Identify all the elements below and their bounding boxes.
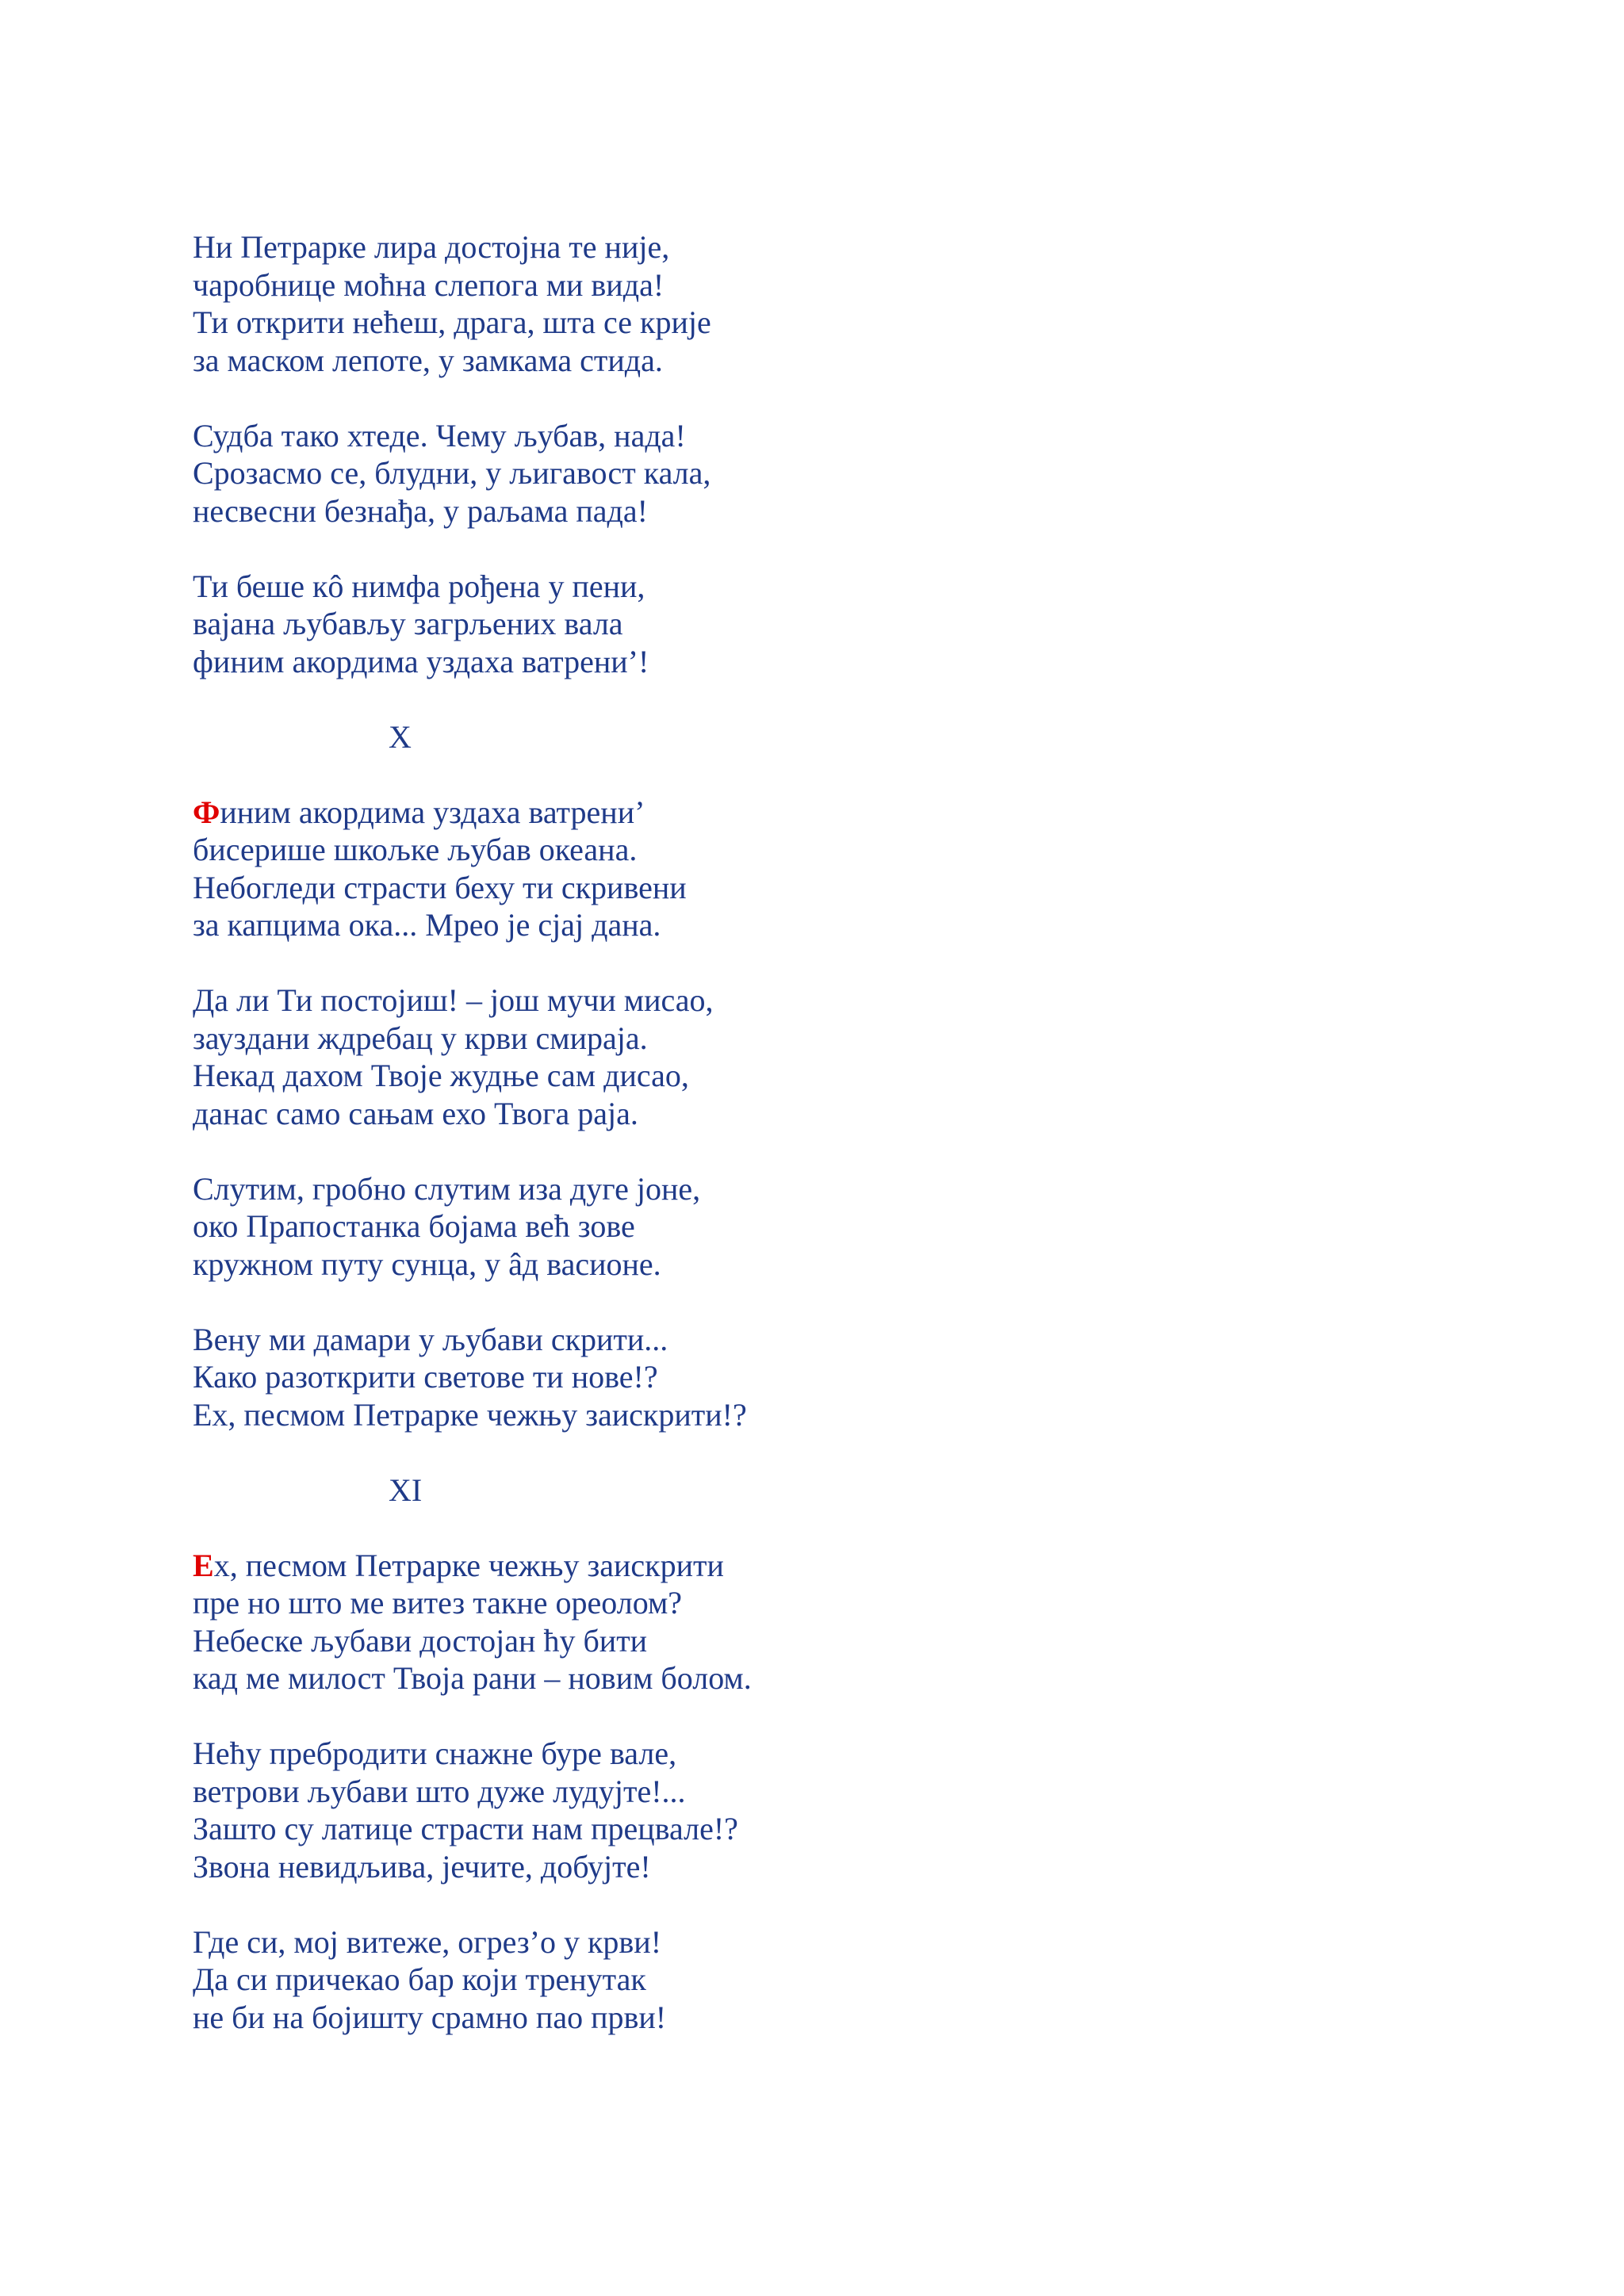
stanza xyxy=(193,1923,752,2037)
poem-line: Небогледи страсти беху ти скривени xyxy=(193,869,687,905)
stanza xyxy=(193,1170,752,1284)
poem-line: Слутим, гробно слутим иза дуге јоне, xyxy=(193,1170,701,1207)
poem-line: Звона невидљива, јечите, добујте! xyxy=(193,1848,651,1885)
drop-initial: Ф xyxy=(193,794,220,830)
stanza xyxy=(193,1547,752,1697)
poem-line: Ни Петрарке лира достојна те није, xyxy=(193,229,670,265)
poem-line: Небеске љубави достојан ћу бити xyxy=(193,1622,648,1659)
stanza xyxy=(193,794,752,944)
poem-line: несвесни безнађа, у раљама пада! xyxy=(193,492,648,529)
poem-line: данас само сањам ехо Твога раја. xyxy=(193,1095,638,1131)
section-numeral: X xyxy=(389,718,412,755)
drop-initial: Е xyxy=(193,1547,214,1583)
stanza xyxy=(193,1735,752,1885)
poem-line: кад ме милост Твоја рани – новим болом. xyxy=(193,1660,752,1696)
poem-line: за капцима ока... Мрео је сјај дана. xyxy=(193,907,661,943)
poem-line: Да ли Ти постојиш! – још мучи мисао, xyxy=(193,982,714,1018)
poem-line: за маском лепоте, у замкама стида. xyxy=(193,342,663,378)
poem-line: чаробнице моћна слепога ми вида! xyxy=(193,266,665,303)
poem-line: кружном путу сунца, у âд васионе. xyxy=(193,1246,661,1282)
poem-text xyxy=(193,228,752,2036)
poem-line: зауздани ждребац у крви смираја. xyxy=(193,1020,648,1056)
poem-line: Ти открити нећеш, драга, шта се крије xyxy=(193,304,711,340)
poem-line: Где си, мој витеже, огрез’о у крви! xyxy=(193,1923,662,1960)
stanza xyxy=(193,1321,752,1434)
stanza xyxy=(193,982,752,1132)
poem-line: Зашто су латице страсти нам прецвале!? xyxy=(193,1811,738,1846)
line-text: х, песмом Петрарке чежњу заискрити xyxy=(213,1547,724,1583)
poem-line: финим акордима уздаха ватрени’! xyxy=(193,643,649,679)
poem-line: ветрови љубави што дуже лудујте!... xyxy=(193,1773,686,1809)
poem-line: Ех, песмом Петрарке чежњу заискрити!? xyxy=(193,1396,747,1433)
poem-line: Како разоткрити светове ти нове!? xyxy=(193,1359,658,1395)
poem-line: Вену ми дамари у љубави скрити... xyxy=(193,1321,668,1357)
poem-line: Нећу пребродити снажне буре вале, xyxy=(193,1735,677,1771)
poem-line xyxy=(193,794,752,832)
poem-line: пре но што ме витез такне ореолом? xyxy=(193,1585,683,1621)
poem-line: око Прапостанка бојама већ зове xyxy=(193,1208,635,1244)
poem-line: бисерише шкољке љубав океана. xyxy=(193,832,638,867)
section-numeral: XI xyxy=(389,1471,423,1508)
poem-line xyxy=(193,1547,752,1585)
poem-line: вајана љубављу загрљених вала xyxy=(193,606,623,641)
stanza xyxy=(193,228,752,379)
poem-line: Судба тако хтеде. Чему љубав, нада! xyxy=(193,417,686,453)
poem-line: Да си причекао бар који тренутак xyxy=(193,1961,646,1997)
stanza xyxy=(193,568,752,681)
stanza xyxy=(193,417,752,530)
poem-line: Некад дахом Твоје жудње сам дисао, xyxy=(193,1058,689,1093)
poem-line: не би на бојишту срамно пао први! xyxy=(193,1999,667,2035)
poem-line: Ти беше кô нимфа рођена у пени, xyxy=(193,568,645,604)
line-text: иним акордима уздаха ватрени’ xyxy=(220,794,645,830)
poem-line: Срозасмо се, блудни, у љигавост кала, xyxy=(193,455,711,491)
